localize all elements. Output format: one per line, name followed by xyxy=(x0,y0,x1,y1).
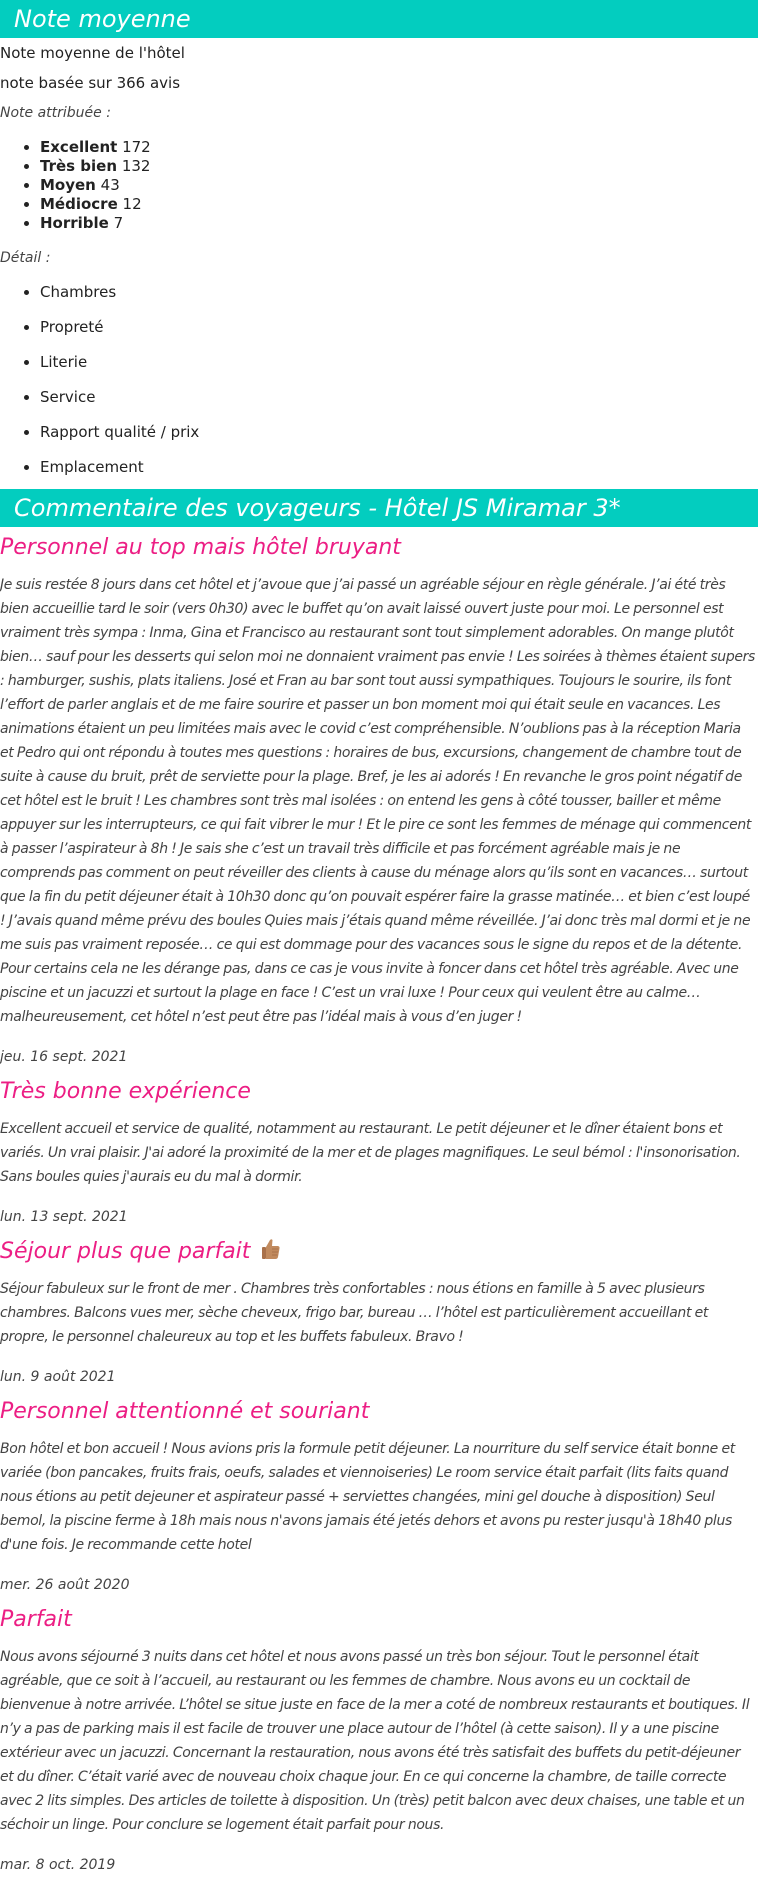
review-date: lun. 13 sept. 2021 xyxy=(0,1209,128,1225)
review-body: Séjour fabuleux sur le front de mer . Chambres très confortables : nous étions en famille à 5 avec plusieurs chambres. Balcons vues mer, sèche cheveux, frigo bar, bureau … l’hôtel est particulièrement accueillant et propre, le personnel chaleureux au top et les buffets fabuleux. Bravo ! xyxy=(0,1281,708,1345)
review-item xyxy=(0,533,758,1069)
detail-list xyxy=(0,283,758,477)
rating-item xyxy=(40,157,758,176)
detail-label: Détail : xyxy=(0,250,51,266)
rating-item xyxy=(40,176,758,195)
review-date: mer. 26 août 2020 xyxy=(0,1577,130,1593)
detail-item-service: • Service xyxy=(40,388,758,407)
detail-item-value: • Rapport qualité / prix xyxy=(40,423,758,442)
detail-item-cleanliness: • Propreté xyxy=(40,318,758,337)
rating-label: Très bien xyxy=(40,157,118,175)
detail-item-location: • Emplacement xyxy=(40,458,758,477)
review-title: Très bonne expérience xyxy=(0,1079,251,1104)
traveler-comments-header: Commentaire des voyageurs - Hôtel JS Miramar 3* xyxy=(0,489,758,527)
rating-item xyxy=(40,138,758,157)
review-body: Excellent accueil et service de qualité, notamment au restaurant. Le petit déjeuner et le dîner étaient bons et variés. Un vrai plaisir. J'ai adoré la proximité de la mer et de plages magnifiques. Le seul bémol : l'insonorisation. Sans boules quies j'aurais eu du mal à dormir. xyxy=(0,1121,741,1185)
detail-item-rooms: • Chambres xyxy=(40,283,758,302)
review-item xyxy=(0,1077,758,1229)
rating-count: 12 xyxy=(122,195,142,213)
rating-label: Horrible xyxy=(40,214,109,232)
review-title: Parfait xyxy=(0,1607,72,1632)
review-item xyxy=(0,1397,758,1597)
review-body: Je suis restée 8 jours dans cet hôtel et j’avoue que j’ai passé un agréable séjour en règle générale. J’ai été très bien accueillie tard le soir (vers 0h30) avec le buffet qu’on avait laissé ouvert juste pour moi. Le personnel est vraiment très sympa : Inma, Gina et Francisco au restaurant sont tout simplement adorables. On mange plutôt bien… sauf pour les desserts qui selon moi ne donnaient vraiment pas envie ! Les soirées à thèmes étaient supers : hamburger, sushis, plats italiens. José et Fran au bar sont tout aussi sympathiques. Toujours le sourire, ils font l’effort de parler anglais et de me faire sourire et passer un bon moment moi qui était seule en vacances. Les animations étaient un peu limitées mais avec le covid c’est compréhensible. N’oublions pas à la réception Maria et Pedro qui ont répondu à toutes mes questions : horaires de bus, excursions, changement de chambre tout de suite à cause du bruit, prêt de serviette pour la plage. Bref, je les ai adorés ! En revanche le gros point négatif de cet hôtel est le bruit ! Les chambres sont très mal isolées : on entend les gens à côté tousser, bailler et même appuyer sur les interrupteurs, ce qui fait vibrer le mur ! Et le pire ce sont les femmes de ménage qui commencent à passer l’aspirateur à 8h ! Je sais she c’est un travail très difficile et pas forcément agréable mais je ne comprends pas comment on peut réveiller des clients à cause du ménage alors qu’ils sont en vacances… surtout que la fin du petit déjeuner était à 10h30 donc qu’on pouvait espérer faire la grasse matinée… et bien c’est loupé ! J’avais quand même prévu des boules Quies mais j’étais quand même réveillée. J’ai donc très mal dormi et je ne me suis pas vraiment reposée… ce qui est dommage pour des vacances sous le signe du repos et de la détente. Pour certains cela ne les dérange pas, dans ce cas je vous invite à foncer dans cet hôtel très agréable. Avec une piscine et un jacuzzi et surtout la plage en face ! C’est un vrai luxe ! Pour ceux qui veulent être au calme… malheureusement, cet hôtel n’est peut être pas l’idéal mais à vous d’en juger ! xyxy=(0,577,755,1025)
review-date: mar. 8 oct. 2019 xyxy=(0,1857,116,1873)
review-item xyxy=(0,1237,758,1389)
rating-count: 132 xyxy=(121,157,151,175)
review-date: lun. 9 août 2021 xyxy=(0,1369,116,1385)
review-date: jeu. 16 sept. 2021 xyxy=(0,1049,128,1065)
rating-item xyxy=(40,195,758,214)
rating-item xyxy=(40,214,758,233)
review-title: Personnel au top mais hôtel bruyant xyxy=(0,535,401,560)
attributed-label: Note attribuée : xyxy=(0,105,111,121)
review-body: Nous avons séjourné 3 nuits dans cet hôtel et nous avons passé un très bon séjour. Tout le personnel était agréable, que ce soit à l’accueil, au restaurant ou les femmes de chambre. Nous avons eu un cocktail de bienvenue à notre arrivée. L’hôtel se situe juste en face de la mer a coté de nombreux restaurants et boutiques. Il n’y a pas de parking mais il est facile de trouver une place autour de l’hôtel (à cette saison). Il y a une piscine extérieur avec un jacuzzi. Concernant la restauration, nous avons été très satisfait des buffets du petit-déjeuner et du dîner. C’était varié avec de nouveau choix chaque jour. En ce qui concerne la chambre, de taille correcte avec 2 lits simples. Des articles de toilette à disposition. Un (très) petit balcon avec deux chaises, une table et un séchoir un linge. Pour conclure se logement était parfait pour nous. xyxy=(0,1649,750,1833)
rating-label: Excellent xyxy=(40,138,118,156)
rating-label: Médiocre xyxy=(40,195,118,213)
average-rating-header: Note moyenne xyxy=(0,0,758,38)
rating-breakdown-list xyxy=(0,138,758,233)
rating-count: 43 xyxy=(100,176,120,194)
review-title: Séjour plus que parfait xyxy=(0,1239,251,1264)
review-count: note basée sur 366 avis xyxy=(0,74,181,92)
detail-item-bedding: • Literie xyxy=(40,353,758,372)
review-title-row xyxy=(0,1237,758,1267)
rating-count: 172 xyxy=(122,138,151,156)
review-item xyxy=(0,1605,758,1877)
rating-count: 7 xyxy=(113,214,124,232)
review-body: Bon hôtel et bon accueil ! Nous avions pris la formule petit déjeuner. La nourriture du self service était bonne et variée (bon pancakes, fruits frais, oeufs, salades et viennoiseries) Le room service était parfait (lits faits quand nous étions au petit dejeuner et aspirateur passé + serviettes changées, mini gel douche à disposition) Seul bemol, la piscine ferme à 18h mais nous n'avons jamais été jetés dehors et avons pu rester jusqu'à 18h40 plus d'une fois. Je recommande cette hotel xyxy=(0,1441,735,1553)
thumbs-up-icon xyxy=(261,1237,281,1261)
review-title: Personnel attentionné et souriant xyxy=(0,1399,370,1424)
rating-label: Moyen xyxy=(40,176,96,194)
hotel-rating-label: Note moyenne de l'hôtel xyxy=(0,44,185,62)
